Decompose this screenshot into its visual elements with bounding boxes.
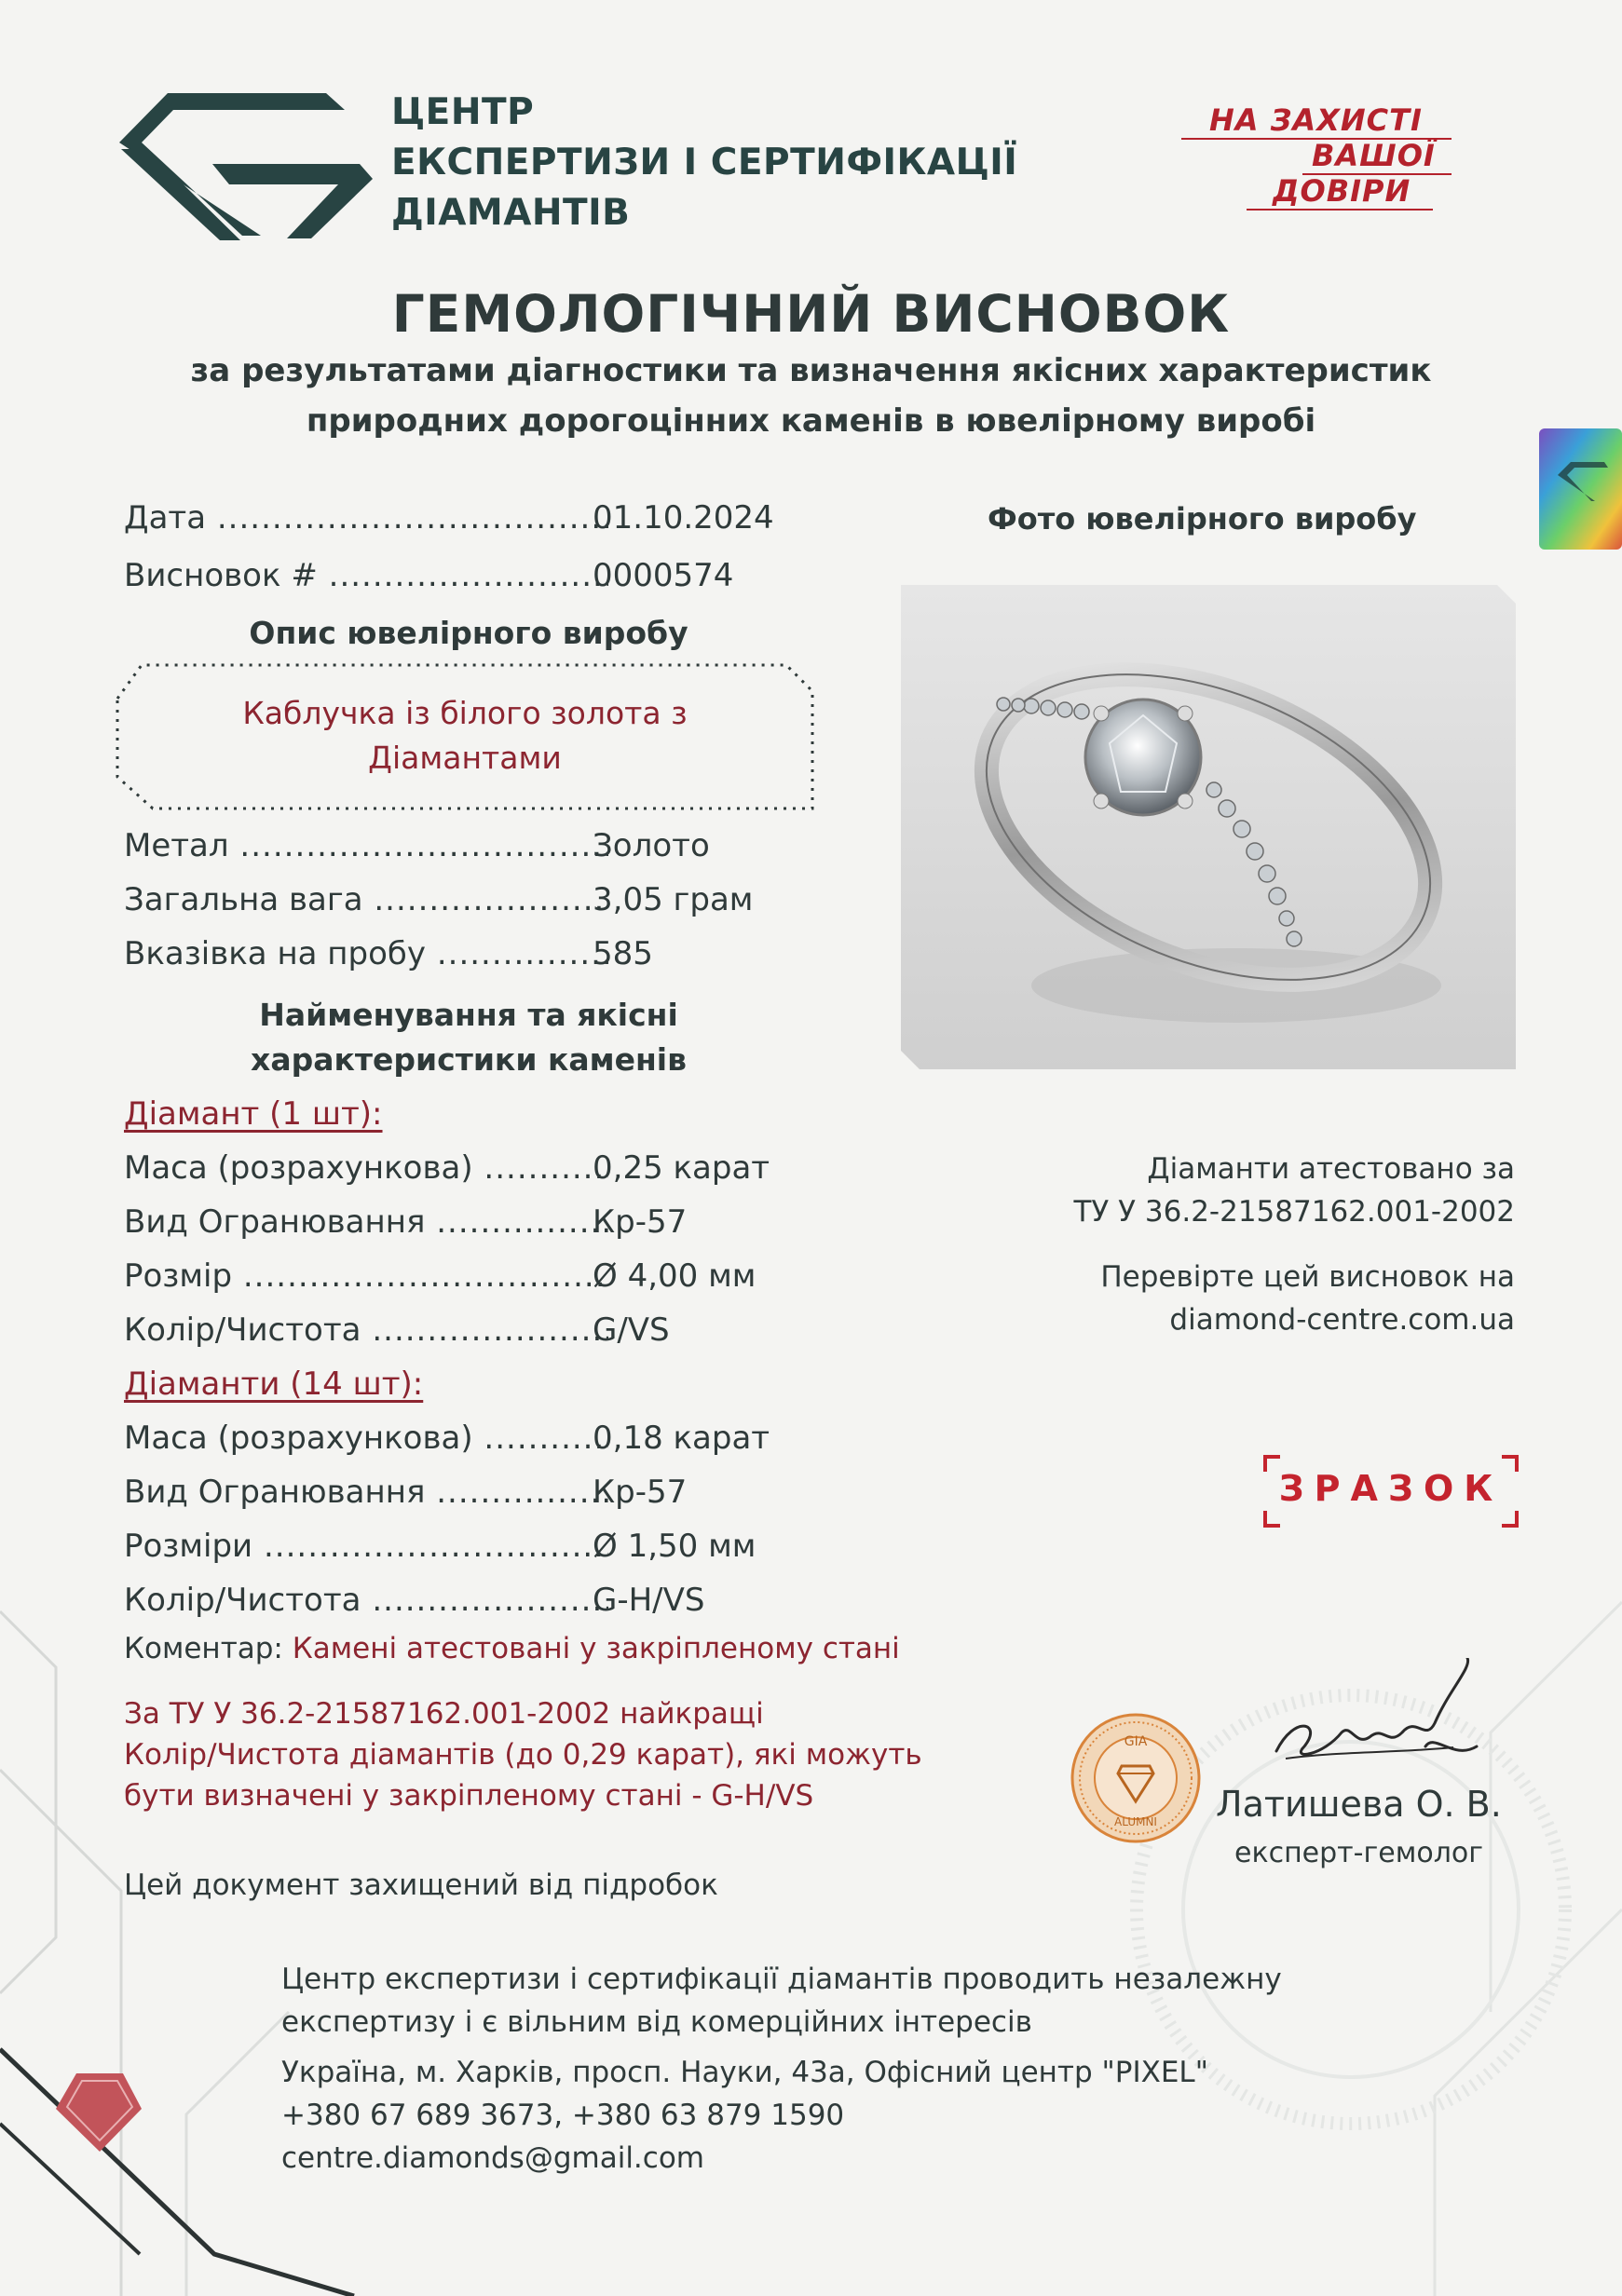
- subtitle-line: за результатами діагностики та визначення якісних характеристик: [190, 352, 1432, 389]
- slogan-underline: [1247, 209, 1433, 211]
- signer-role: експерт-гемолог: [1234, 1837, 1483, 1869]
- signature: [1267, 1658, 1481, 1779]
- stone-row-value: Кр-57: [593, 1203, 688, 1241]
- item-heading: Опис ювелірного виробу: [249, 615, 688, 651]
- verify-line: Перевірте цей висновок на: [1100, 1260, 1515, 1294]
- diamond-logo-icon: [110, 82, 389, 250]
- footer-line: експертизу і є вільним від комерційних інтересів: [281, 2005, 1032, 2039]
- org-name: [391, 88, 1017, 238]
- photo-label: Фото ювелірного виробу: [988, 501, 1417, 537]
- stone-row: [124, 1528, 608, 1565]
- weight-label: Загальна вага .....: [124, 881, 608, 918]
- stones-heading-line: характеристики каменів: [251, 1041, 687, 1078]
- document-title: ГЕМОЛОГІЧНИЙ ВИСНОВОК: [391, 284, 1231, 344]
- conclusion-number-row: [124, 557, 608, 594]
- footer-address: Україна, м. Харків, просп. Науки, 43а, Офісний центр "PIXEL": [281, 2056, 1208, 2089]
- stone-row-label: Маса (розрахункова) .....: [124, 1420, 608, 1457]
- comment: [124, 1632, 900, 1665]
- footer-email: centre.diamonds@gmail.com: [281, 2141, 704, 2175]
- slogan: [1181, 102, 1461, 212]
- slogan-line: ДОВІРИ: [1273, 173, 1411, 209]
- weight-row: [124, 881, 608, 918]
- stones-heading: [124, 993, 813, 1082]
- protected-notice: Цей документ захищений від підробок: [124, 1868, 718, 1902]
- stone-group-title: Діаманти (14 шт):: [124, 1365, 424, 1403]
- hologram-sticker-icon: [1539, 428, 1622, 550]
- stone-row-value: Ø 4,00 мм: [593, 1257, 756, 1295]
- sample-stamp-text: ЗРАЗОК: [1278, 1468, 1504, 1509]
- stone-row-label: Розмір .....: [124, 1257, 608, 1295]
- stone-row-value: Ø 1,50 мм: [593, 1528, 756, 1565]
- seal-text-top: GIA: [1124, 1734, 1148, 1749]
- comment-value: Камені атестовані у закріпленому стані: [292, 1632, 900, 1665]
- stone-row-label: Колір/Чистота .....: [124, 1582, 608, 1619]
- stone-row: [124, 1420, 608, 1457]
- slogan-line: НА ЗАХИСТІ: [1209, 102, 1423, 138]
- footer-line: Центр експертизи і сертифікації діамантів проводить незалежну: [281, 1963, 1282, 1996]
- stone-row-label: Вид Огранювання .....: [124, 1203, 608, 1241]
- standard-note-line: За ТУ У 36.2-21587162.001-2002 найкращі: [124, 1697, 764, 1731]
- stone-row-label: Вид Огранювання .....: [124, 1474, 608, 1511]
- org-name-line: ЕКСПЕРТИЗИ І СЕРТИФІКАЦІЇ: [391, 142, 1018, 183]
- stone-row-value: G/VS: [593, 1311, 670, 1349]
- date-label: Дата .....: [124, 499, 608, 537]
- gia-seal-icon: [1070, 1712, 1202, 1844]
- slogan-line: ВАШОЇ: [1312, 138, 1436, 173]
- attest-line: Діаманти атестовано за: [1147, 1152, 1515, 1186]
- standard-note-line: бути визначені у закріпленому стані - G-H/VS: [124, 1779, 814, 1813]
- verify-url: diamond-centre.com.ua: [1169, 1303, 1515, 1337]
- stones-heading-line: Найменування та якісні: [259, 997, 678, 1033]
- stone-row: [124, 1257, 608, 1295]
- assay-label: Вказівка на пробу .....: [124, 935, 608, 972]
- stone-row: [124, 1149, 608, 1187]
- conclusion-number-value: 0000574: [593, 557, 734, 594]
- stone-row: [124, 1582, 608, 1619]
- stone-group-title: Діамант (1 шт):: [124, 1095, 383, 1133]
- stone-row-value: G-H/VS: [593, 1582, 705, 1619]
- ring-photo: [901, 585, 1516, 1069]
- footer-phones: +380 67 689 3673, +380 63 879 1590: [281, 2099, 845, 2132]
- stone-row: [124, 1203, 608, 1241]
- standard-note-line: Колір/Чистота діамантів (до 0,29 карат), які можуть: [124, 1738, 922, 1772]
- item-description-line: Каблучка із білого золота з: [242, 695, 688, 731]
- comment-label: Коментар:: [124, 1632, 283, 1665]
- item-description: [116, 691, 814, 781]
- stone-row: [124, 1474, 608, 1511]
- conclusion-number-label: Висновок # .....: [124, 557, 608, 594]
- date-row: [124, 499, 608, 537]
- subtitle-line: природних дорогоцінних каменів в ювелірному виробі: [306, 402, 1316, 440]
- sample-stamp: [1263, 1455, 1519, 1528]
- metal-value: Золото: [593, 827, 710, 864]
- date-value: 01.10.2024: [593, 499, 774, 537]
- stone-row-value: Кр-57: [593, 1474, 688, 1511]
- assay-row: [124, 935, 608, 972]
- stone-row-label: Маса (розрахункова) .....: [124, 1149, 608, 1187]
- assay-value: 585: [593, 935, 653, 972]
- footer: [281, 1958, 1282, 2180]
- signer-name: Латишева О. В.: [1216, 1784, 1502, 1825]
- stone-row-label: Розміри .....: [124, 1528, 608, 1565]
- weight-value: 3,05 грам: [593, 881, 754, 918]
- item-description-line: Діамантами: [368, 740, 562, 776]
- org-name-line: ДІАМАНТІВ: [391, 192, 631, 234]
- seal-text-bottom: ALUMNI: [1114, 1815, 1157, 1828]
- standard-note: [124, 1693, 922, 1816]
- metal-row: [124, 827, 608, 864]
- attest-line: ТУ У 36.2-21587162.001-2002: [1073, 1195, 1515, 1229]
- stone-row-value: 0,25 карат: [593, 1149, 770, 1187]
- stone-row-label: Колір/Чистота .....: [124, 1311, 608, 1349]
- org-name-line: ЦЕНТР: [391, 91, 535, 133]
- stone-row: [124, 1311, 608, 1349]
- metal-label: Метал .....: [124, 827, 608, 864]
- stone-row-value: 0,18 карат: [593, 1420, 770, 1457]
